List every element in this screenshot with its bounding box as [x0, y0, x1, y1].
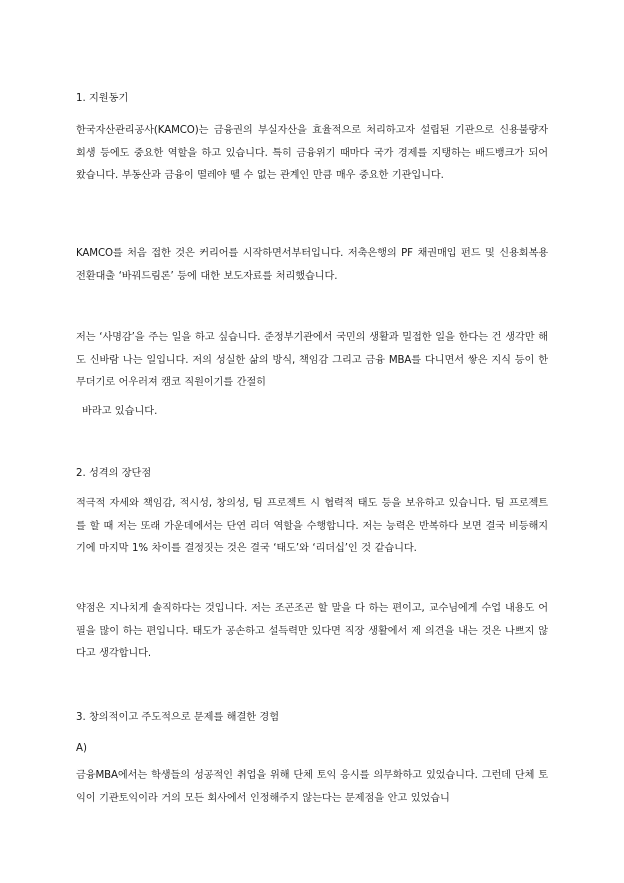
- section-subheading-a: A): [76, 743, 87, 754]
- section-heading-motivation: 1. 지원동기: [76, 93, 129, 104]
- paragraph-problem-solving-1: 금융MBA에서는 학생들의 성공적인 취업을 위해 단체 토익 응시를 의무화하고 있었습니다. 그런데 단체 토익이 기관토익이라 거의 모든 회사에서 인정해주지 않는다는 문제점을 안고 있었습니: [76, 770, 548, 804]
- paragraph-motivation-1: 한국자산관리공사(KAMCO)는 금융권의 부실자산을 효율적으로 처리하고자 설립된 기관으로 신용불량자 회생 등에도 중요한 역할을 하고 있습니다. 특히 금융위기 때마다 국가 경제를 지탱하는 배드뱅크가 되어 왔습니다. 부동산과 금융이 떨레야 뗄 수 없는 관계인 만큼 매우 중요한 기관입니다.: [76, 125, 548, 181]
- paragraph-personality-1: 적극적 자세와 책임감, 적시성, 창의성, 팀 프로젝트 시 협력적 태도 등을 보유하고 있습니다. 팀 프로젝트를 할 때 저는 또래 가운데에서는 단연 리더 역할을 수행합니다. 저는 능력은 반복하다 보면 결국 비등해지기에 마지막 1% 차이를 결정짓는 것은 결국 ‘태도’와 ‘리더십’인 것 같습니다.: [76, 498, 548, 554]
- section-heading-personality: 2. 성격의 장단점: [76, 468, 152, 479]
- paragraph-motivation-4: 바라고 있습니다.: [82, 406, 158, 417]
- section-heading-problem-solving: 3. 창의적이고 주도적으로 문제를 해결한 경험: [76, 712, 280, 723]
- paragraph-motivation-2: KAMCO를 처음 접한 것은 커리어를 시작하면서부터입니다. 저축은행의 PF 채권매입 펀드 및 신용회복용 전환대출 ‘바꿔드림론’ 등에 대한 보도자료를 처리했습니다.: [76, 248, 548, 282]
- paragraph-motivation-3: 저는 ‘사명감’을 주는 일을 하고 싶습니다. 준정부기관에서 국민의 생활과 밀접한 일을 한다는 건 생각만 해도 신바람 나는 일입니다. 저의 성실한 삶의 방식, 책임감 그리고 금융 MBA를 다니면서 쌓은 지식 등이 한 무더기로 어우러져 캠코 직원이기를 간절히: [76, 332, 548, 388]
- paragraph-personality-2: 약점은 지나치게 솔직하다는 것입니다. 저는 조곤조곤 할 말을 다 하는 편이고, 교수님에게 수업 내용도 어필을 많이 하는 편입니다. 태도가 공손하고 설득력만 있다면 직장 생활에서 제 의견을 내는 것은 나쁘지 않다고 생각합니다.: [76, 603, 548, 659]
